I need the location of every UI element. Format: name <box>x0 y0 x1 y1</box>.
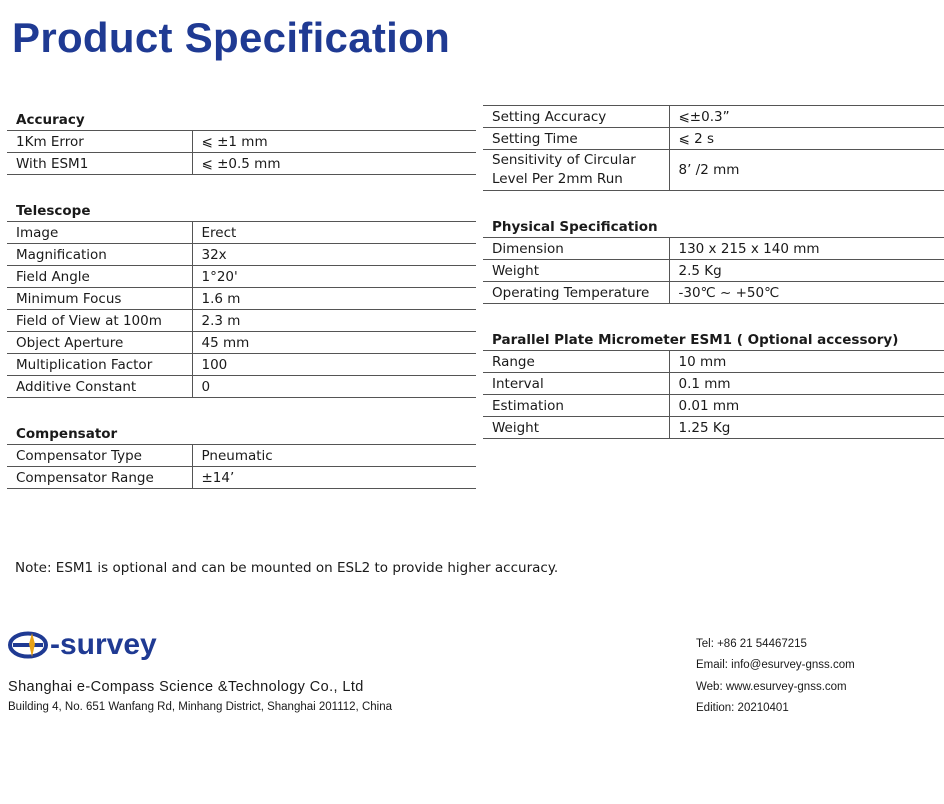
section-heading: Parallel Plate Micrometer ESM1 ( Optional accessory) <box>483 325 944 351</box>
esurvey-logo <box>8 628 157 662</box>
spec-row <box>7 131 476 153</box>
spec-value: 1°20' <box>192 266 476 288</box>
spec-label: Field of View at 100m <box>7 310 192 332</box>
spec-row <box>7 153 476 175</box>
spec-label: Operating Temperature <box>483 282 669 304</box>
spec-label: With ESM1 <box>7 153 192 175</box>
spec-row <box>7 222 476 244</box>
spec-label: Compensator Range <box>7 467 192 489</box>
spec-value: -30℃ ~ +50℃ <box>669 282 944 304</box>
spec-row <box>7 445 476 467</box>
spec-row <box>7 244 476 266</box>
spec-label: Field Angle <box>7 266 192 288</box>
spec-value: ±14’ <box>192 467 476 489</box>
spec-row <box>483 417 944 439</box>
spec-row <box>483 128 944 150</box>
spec-value: Pneumatic <box>192 445 476 467</box>
spec-value: ⩽±0.3” <box>669 106 944 128</box>
spec-row <box>483 238 944 260</box>
page-title: Product Specification <box>12 14 451 61</box>
e-compass-logo-icon <box>8 631 52 659</box>
spec-label: Sensitivity of Circular Level Per 2mm Run <box>483 150 669 191</box>
spacer <box>7 398 476 420</box>
spec-label: Minimum Focus <box>7 288 192 310</box>
spec-row <box>7 310 476 332</box>
edition: Edition: 20210401 <box>696 701 789 714</box>
footnote: Note: ESM1 is optional and can be mounted on ESL2 to provide higher accuracy. <box>15 560 559 576</box>
company-name: Shanghai e-Compass Science &Technology Co., Ltd <box>8 679 364 695</box>
spec-value: 0.1 mm <box>669 373 944 395</box>
spec-row <box>7 354 476 376</box>
spec-label: Magnification <box>7 244 192 266</box>
spec-row <box>7 376 476 398</box>
section-heading-row <box>483 325 944 351</box>
spec-row <box>483 373 944 395</box>
spec-label: Weight <box>483 260 669 282</box>
spacer-row <box>7 398 476 420</box>
spec-value: 0.01 mm <box>669 395 944 417</box>
spacer-row <box>483 304 944 326</box>
contact-tel: Tel: +86 21 54467215 <box>696 638 807 650</box>
contact-web: Web: www.esurvey-gnss.com <box>696 680 847 693</box>
spec-value: 45 mm <box>192 332 476 354</box>
spec-value: 1.25 Kg <box>669 417 944 439</box>
spec-label: Setting Accuracy <box>483 106 669 128</box>
spacer <box>483 191 944 213</box>
spec-label: Additive Constant <box>7 376 192 398</box>
spec-value: Erect <box>192 222 476 244</box>
section-heading-row <box>483 212 944 238</box>
spec-value: 2.5 Kg <box>669 260 944 282</box>
spec-label: Dimension <box>483 238 669 260</box>
spec-label: Image <box>7 222 192 244</box>
spec-label: Weight <box>483 417 669 439</box>
section-heading-row <box>7 105 476 131</box>
spec-row <box>483 150 944 191</box>
spec-label: Multiplication Factor <box>7 354 192 376</box>
spec-value: 8’ /2 mm <box>669 150 944 191</box>
section-heading: Accuracy <box>7 105 476 131</box>
spec-row <box>483 260 944 282</box>
spec-label: 1Km Error <box>7 131 192 153</box>
spec-row <box>7 288 476 310</box>
spec-row <box>7 467 476 489</box>
spec-value: ⩽ 2 s <box>669 128 944 150</box>
spec-label: Setting Time <box>483 128 669 150</box>
spec-row <box>483 395 944 417</box>
spacer <box>483 304 944 326</box>
section-heading: Telescope <box>7 196 476 222</box>
section-heading: Physical Specification <box>483 212 944 238</box>
contact-email: Email: info@esurvey-gnss.com <box>696 659 855 672</box>
spec-value: 100 <box>192 354 476 376</box>
spec-label: Estimation <box>483 395 669 417</box>
spec-label: Object Aperture <box>7 332 192 354</box>
left-spec-table <box>7 105 476 489</box>
logo-text: -survey <box>50 628 157 661</box>
section-heading-row <box>7 196 476 222</box>
spec-value: ⩽ ±1 mm <box>192 131 476 153</box>
spec-row <box>7 332 476 354</box>
contact-block <box>696 637 855 722</box>
spec-row <box>483 106 944 128</box>
spec-label: Interval <box>483 373 669 395</box>
spec-value: 130 x 215 x 140 mm <box>669 238 944 260</box>
right-spec-table <box>483 105 944 439</box>
spec-value: 1.6 m <box>192 288 476 310</box>
spacer-row <box>483 191 944 213</box>
spec-value: ⩽ ±0.5 mm <box>192 153 476 175</box>
spacer <box>7 175 476 197</box>
spec-value: 0 <box>192 376 476 398</box>
spec-label: Compensator Type <box>7 445 192 467</box>
spec-label: Range <box>483 351 669 373</box>
section-heading: Compensator <box>7 419 476 445</box>
section-heading-row <box>7 419 476 445</box>
spacer-row <box>7 175 476 197</box>
spec-value: 10 mm <box>669 351 944 373</box>
spec-row <box>7 266 476 288</box>
spec-value: 2.3 m <box>192 310 476 332</box>
spec-row <box>483 282 944 304</box>
company-address: Building 4, No. 651 Wanfang Rd, Minhang District, Shanghai 201112, China <box>8 701 392 713</box>
spec-value: 32x <box>192 244 476 266</box>
spec-row <box>483 351 944 373</box>
